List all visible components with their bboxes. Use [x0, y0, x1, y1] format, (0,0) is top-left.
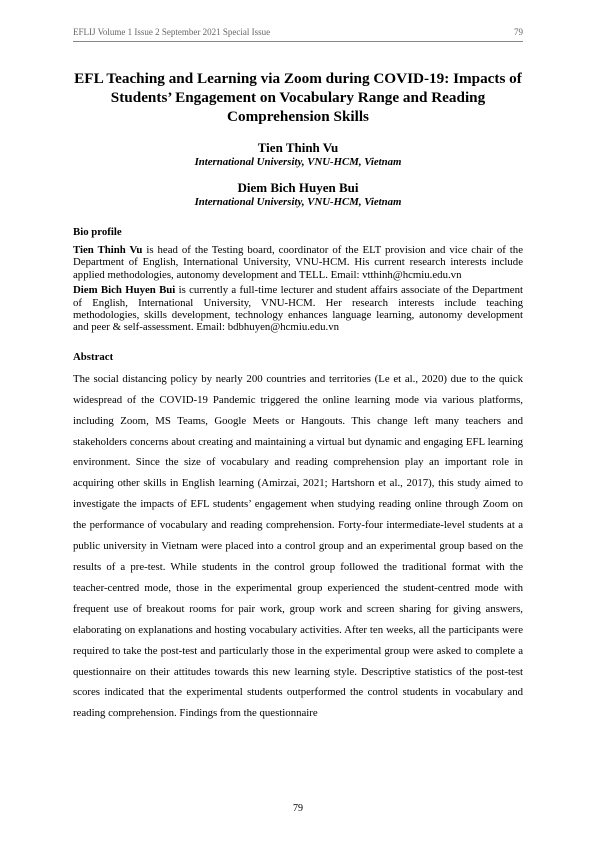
bio-heading: Bio profile: [73, 226, 122, 238]
header-page-number: 79: [514, 27, 523, 37]
running-header: [73, 27, 523, 42]
article-title: EFL Teaching and Learning via Zoom during COVID-19: Impacts of Students’ Engagement on Vocabulary Range and Reading Comprehension Skills: [74, 70, 522, 125]
bio-text: is head of the Testing board, coordinator of the ELT provision and vice chair of the Department of English, International University, VNU-HCM. His current research interests include applied methodologies, autonomy development and TELL. Email: vtthinh@hcmiu.edu.vn: [73, 244, 523, 281]
author-name: Tien Thinh Vu: [257, 140, 339, 155]
bio-entry: [73, 284, 523, 334]
author-affiliation: International University, VNU-HCM, Vietnam: [194, 156, 402, 168]
bio-entry: [73, 244, 523, 281]
author-affiliation: International University, VNU-HCM, Vietnam: [194, 196, 402, 208]
bio-name: Diem Bich Huyen Bui: [73, 284, 176, 297]
abstract-text: The social distancing policy by nearly 200 countries and territories (Le et al., 2020) due to the quick widespread of the COVID-19 Pandemic triggered the online learning mode via various platforms, including Zoom, MS Teams, Google Meets or Hangouts. This change left many teachers and stakeholders concerns about creating and maintaining a virtual but dynamic and engaging EFL learning environment. Since the size of vocabulary and reading comprehension play an important role in acquiring other skills in English learning (Amirzai, 2021; Hartshorn et al., 2017), this study aimed to investigate the impacts of EFL students’ engagement when studying reading online through Zoom on the performance of vocabulary and reading comprehension. Forty-four intermediate-level students at a public university in Vietnam were placed into a control group and an experimental group based on the results of a pre-test. While students in the control group followed the traditional format with the teacher-centred mode, those in the experimental group experienced the student-centred mode with frequent use of breakout rooms for pair work, group work and screen sharing for giving answers, elaborating on explanations and hosting vocabulary activities. After ten weeks, all the participants were required to take the post-test and particularly those in the experimental group were asked to complete a questionnaire on their attitudes towards this new learning style. Descriptive statistics of the post-test scores indicated that the experimental students outperformed the control students in vocabulary and reading comprehension. Findings from the questionnaire: [73, 372, 523, 720]
article-body: [73, 69, 523, 724]
journal-issue-label: EFLIJ Volume 1 Issue 2 September 2021 Special Issue: [73, 27, 271, 37]
footer-page-number: 79: [293, 803, 303, 814]
bio-text: is currently a full-time lecturer and student affairs associate of the Department of English, International University, VNU-HCM. Her research interests include teaching methodologies, skills development, technology enhances language learning, autonomy development and peer & self-assessment. Email: bdbhuyen@hcmiu.edu.vn: [73, 284, 523, 334]
author-name: Diem Bich Huyen Bui: [237, 180, 359, 195]
bio-name: Tien Thinh Vu: [73, 244, 143, 256]
abstract-heading: Abstract: [73, 350, 114, 363]
